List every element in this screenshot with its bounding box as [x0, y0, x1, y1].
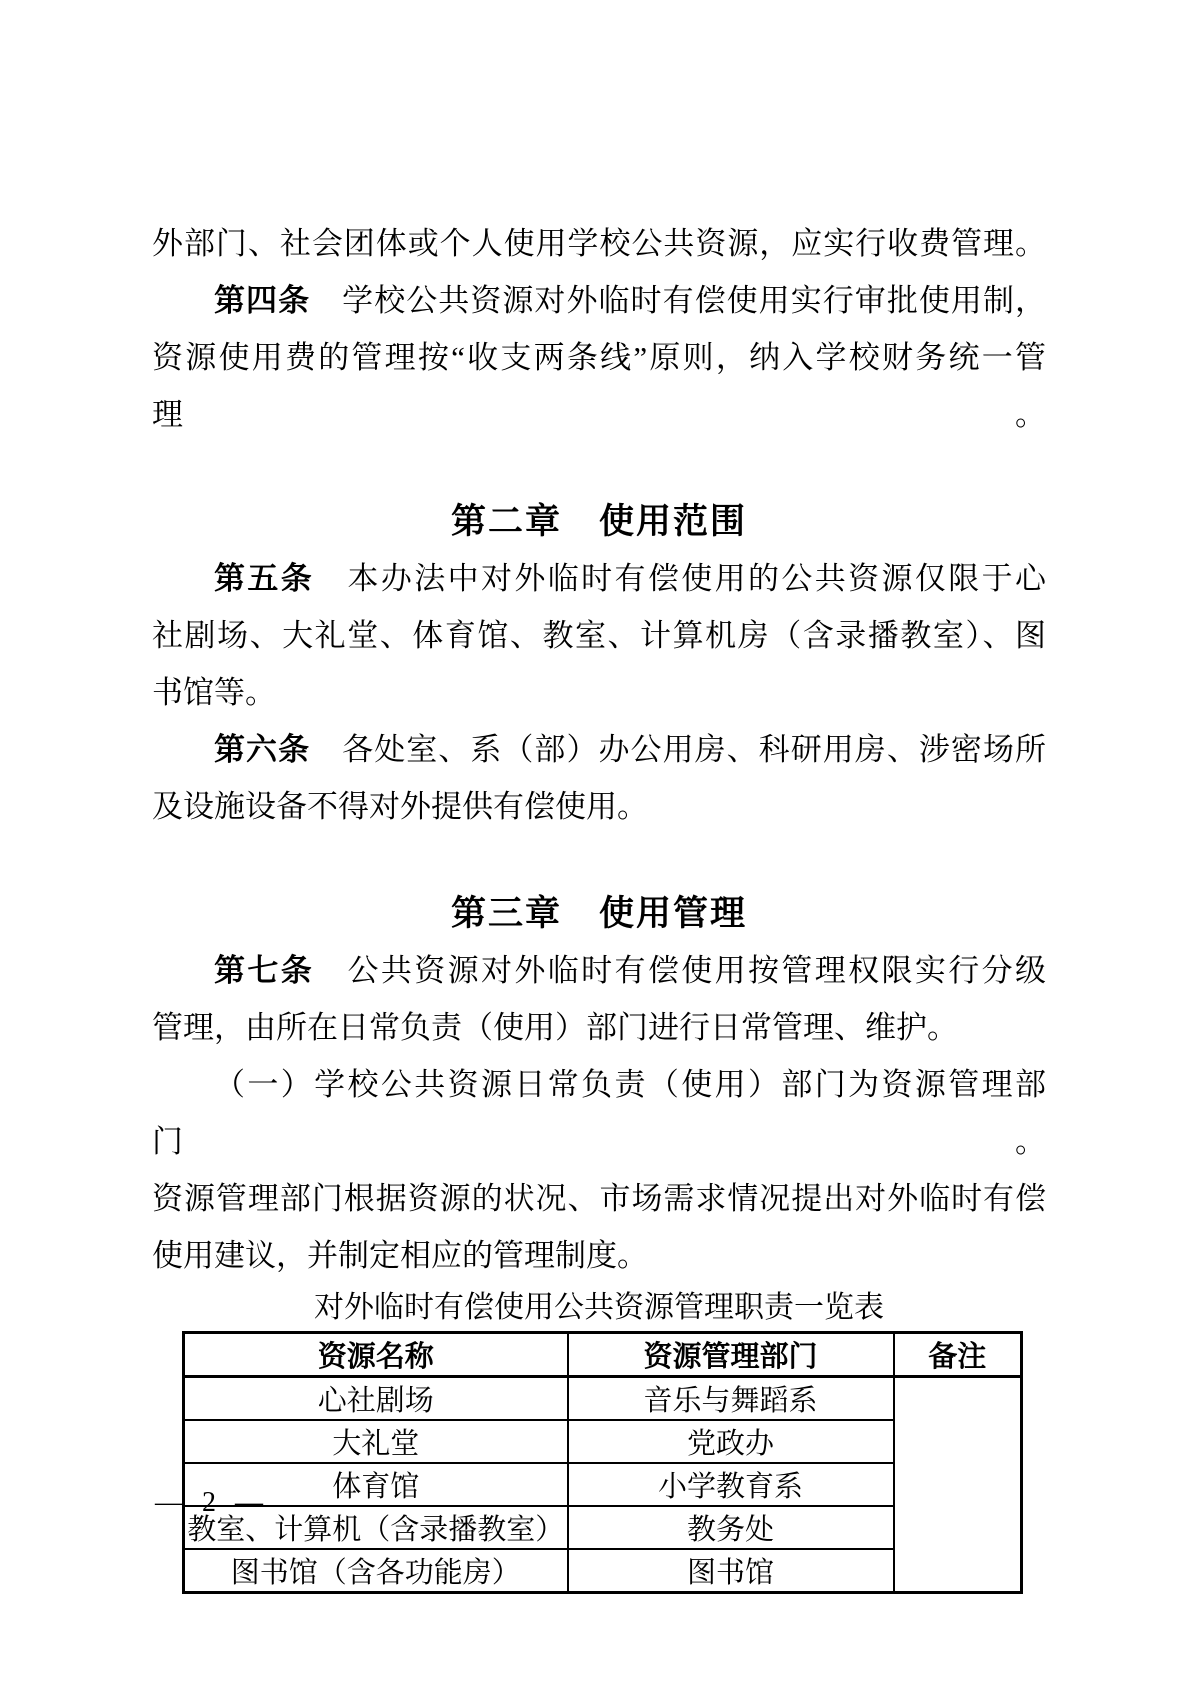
- resource-cell: 大礼堂: [184, 1420, 568, 1463]
- resource-cell: 心社剧场: [184, 1377, 568, 1421]
- paragraph: [152, 942, 1046, 1056]
- chapter-heading: 第三章 使用管理: [450, 894, 747, 933]
- page-number: — 2 —: [155, 1487, 264, 1518]
- department-cell: 音乐与舞蹈系: [568, 1377, 894, 1421]
- paragraph: [152, 550, 1046, 721]
- department-cell: 党政办: [568, 1420, 894, 1463]
- table-body: [184, 1377, 1022, 1593]
- document-content: [152, 0, 1046, 1594]
- table-row: [184, 1377, 1022, 1421]
- paragraph-line: 及设施设备不得对外提供有偿使用。: [152, 789, 648, 824]
- article-label: 第五条: [214, 561, 315, 596]
- article-label: 第六条: [214, 732, 311, 767]
- paragraph-line: 书馆等。: [152, 675, 276, 710]
- paragraph-line: 第五条 本办法中对外临时有偿使用的公共资源仅限于心: [214, 561, 1046, 596]
- chapter-heading: 第二章 使用范围: [450, 502, 747, 541]
- resource-cell: 体育馆: [184, 1463, 568, 1506]
- paragraph-line: 第四条 学校公共资源对外临时有偿使用实行审批使用制，: [214, 283, 1047, 318]
- paragraph: [152, 1056, 1046, 1284]
- header-cell: 备注: [894, 1333, 1022, 1377]
- paragraph: [152, 272, 1046, 443]
- resource-cell: 图书馆（含各功能房）: [184, 1549, 568, 1593]
- paragraph-line: 第七条 公共资源对外临时有偿使用按管理权限实行分级: [214, 953, 1046, 988]
- table-header-row: [184, 1333, 1022, 1377]
- document-blocks: [152, 0, 1046, 1284]
- department-cell: 小学教育系: [568, 1463, 894, 1506]
- header-cell: 资源名称: [184, 1333, 568, 1377]
- resource-cell: 教室、计算机（含录播教室）: [184, 1506, 568, 1549]
- paragraph-line: （一）学校公共资源日常负责（使用）部门为资源管理部门。: [152, 1067, 1046, 1159]
- paragraph-line: 外部门、社会团体或个人使用学校公共资源，应实行收费管理。: [152, 226, 1046, 261]
- paragraph-line: 社剧场、大礼堂、体育馆、教室、计算机房（含录播教室）、图: [152, 618, 1046, 653]
- paragraph-line: 管理，由所在日常负责（使用）部门进行日常管理、维护。: [152, 1010, 958, 1045]
- article-label: 第七条: [214, 953, 315, 988]
- table-title: 对外临时有偿使用公共资源管理职责一览表: [314, 1291, 884, 1324]
- header-cell: 资源管理部门: [568, 1333, 894, 1377]
- paragraph-line: 第六条 各处室、系（部）办公用房、科研用房、涉密场所: [214, 732, 1047, 767]
- department-cell: 图书馆: [568, 1549, 894, 1593]
- paragraph-line: 使用建议，并制定相应的管理制度。: [152, 1238, 648, 1273]
- paragraph: [152, 215, 1046, 272]
- paragraph: [152, 721, 1046, 835]
- article-label: 第四条: [214, 283, 311, 318]
- remark-cell: [894, 1377, 1022, 1593]
- paragraph-line: 资源管理部门根据资源的状况、市场需求情况提出对外临时有偿: [152, 1181, 1046, 1216]
- paragraph-line: 资源使用费的管理按“收支两条线”原则，纳入学校财务统一管理。: [152, 340, 1046, 432]
- responsibility-table: [182, 1331, 1023, 1594]
- department-cell: 教务处: [568, 1506, 894, 1549]
